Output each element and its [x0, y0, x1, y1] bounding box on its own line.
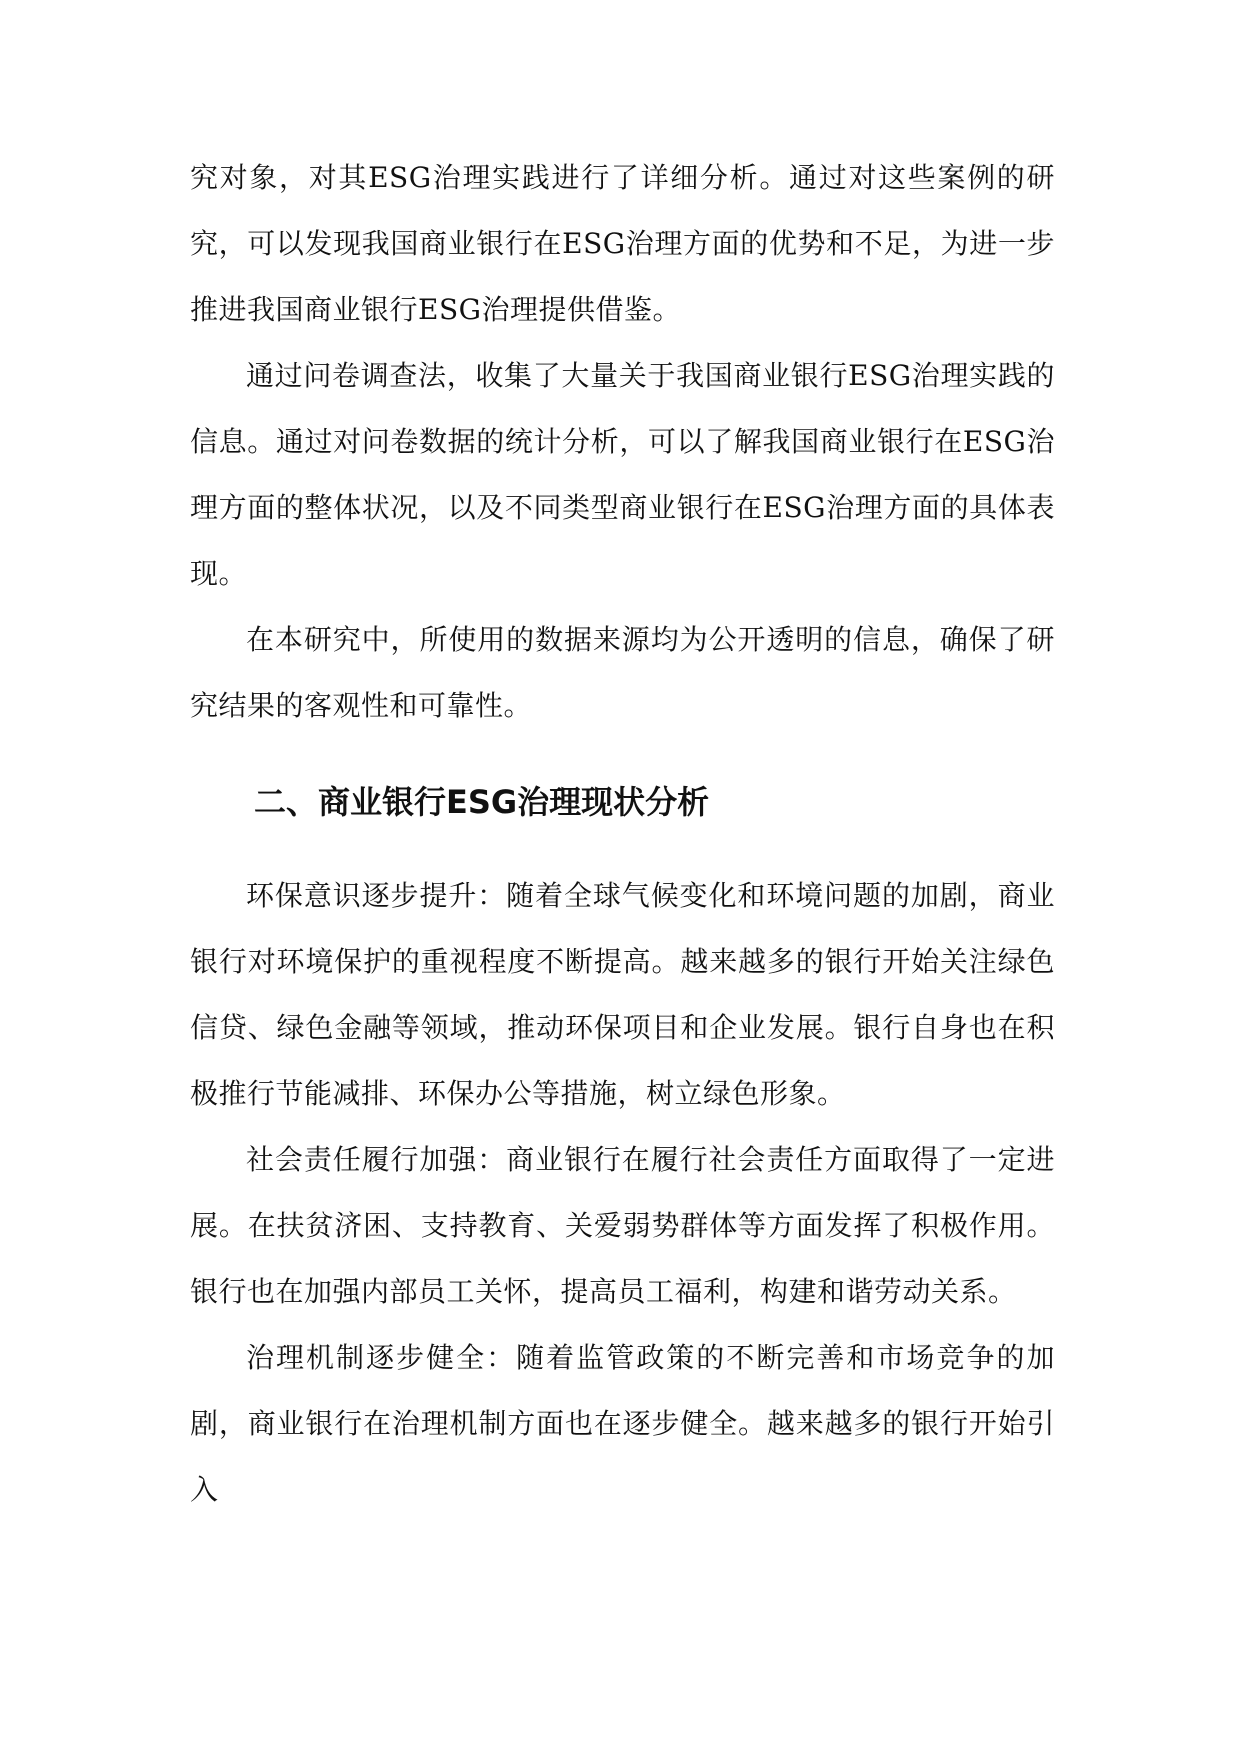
paragraph-environmental: 环保意识逐步提升：随着全球气候变化和环境问题的加剧，商业银行对环境保护的重视程度不断提高。越来越多的银行开始关注绿色信贷、绿色金融等领域，推动环保项目和企业发展。银行自身也在积极推行节能减排、环保办公等措施，树立绿色形象。: [190, 879, 1055, 1110]
paragraph-case-study: 究对象，对其ESG治理实践进行了详细分析。通过对这些案例的研究，可以发现我国商业银行在ESG治理方面的优势和不足，为进一步推进我国商业银行ESG治理提供借鉴。: [190, 161, 1055, 326]
section-heading: 二、商业银行ESG治理现状分析: [254, 783, 710, 821]
document-body: [190, 145, 1055, 1523]
paragraph-social: 社会责任履行加强：商业银行在履行社会责任方面取得了一定进展。在扶贫济困、支持教育、关爱弱势群体等方面发挥了积极作用。银行也在加强内部员工关怀，提高员工福利，构建和谐劳动关系。: [190, 1143, 1055, 1308]
paragraph-data-sources: 在本研究中，所使用的数据来源均为公开透明的信息，确保了研究结果的客观性和可靠性。: [190, 623, 1055, 722]
paragraph-questionnaire: 通过问卷调查法，收集了大量关于我国商业银行ESG治理实践的信息。通过对问卷数据的统计分析，可以了解我国商业银行在ESG治理方面的整体状况，以及不同类型商业银行在ESG治理方面的具体表现。: [190, 359, 1055, 590]
paragraph-governance: 治理机制逐步健全：随着监管政策的不断完善和市场竞争的加剧，商业银行在治理机制方面也在逐步健全。越来越多的银行开始引入: [190, 1341, 1055, 1506]
